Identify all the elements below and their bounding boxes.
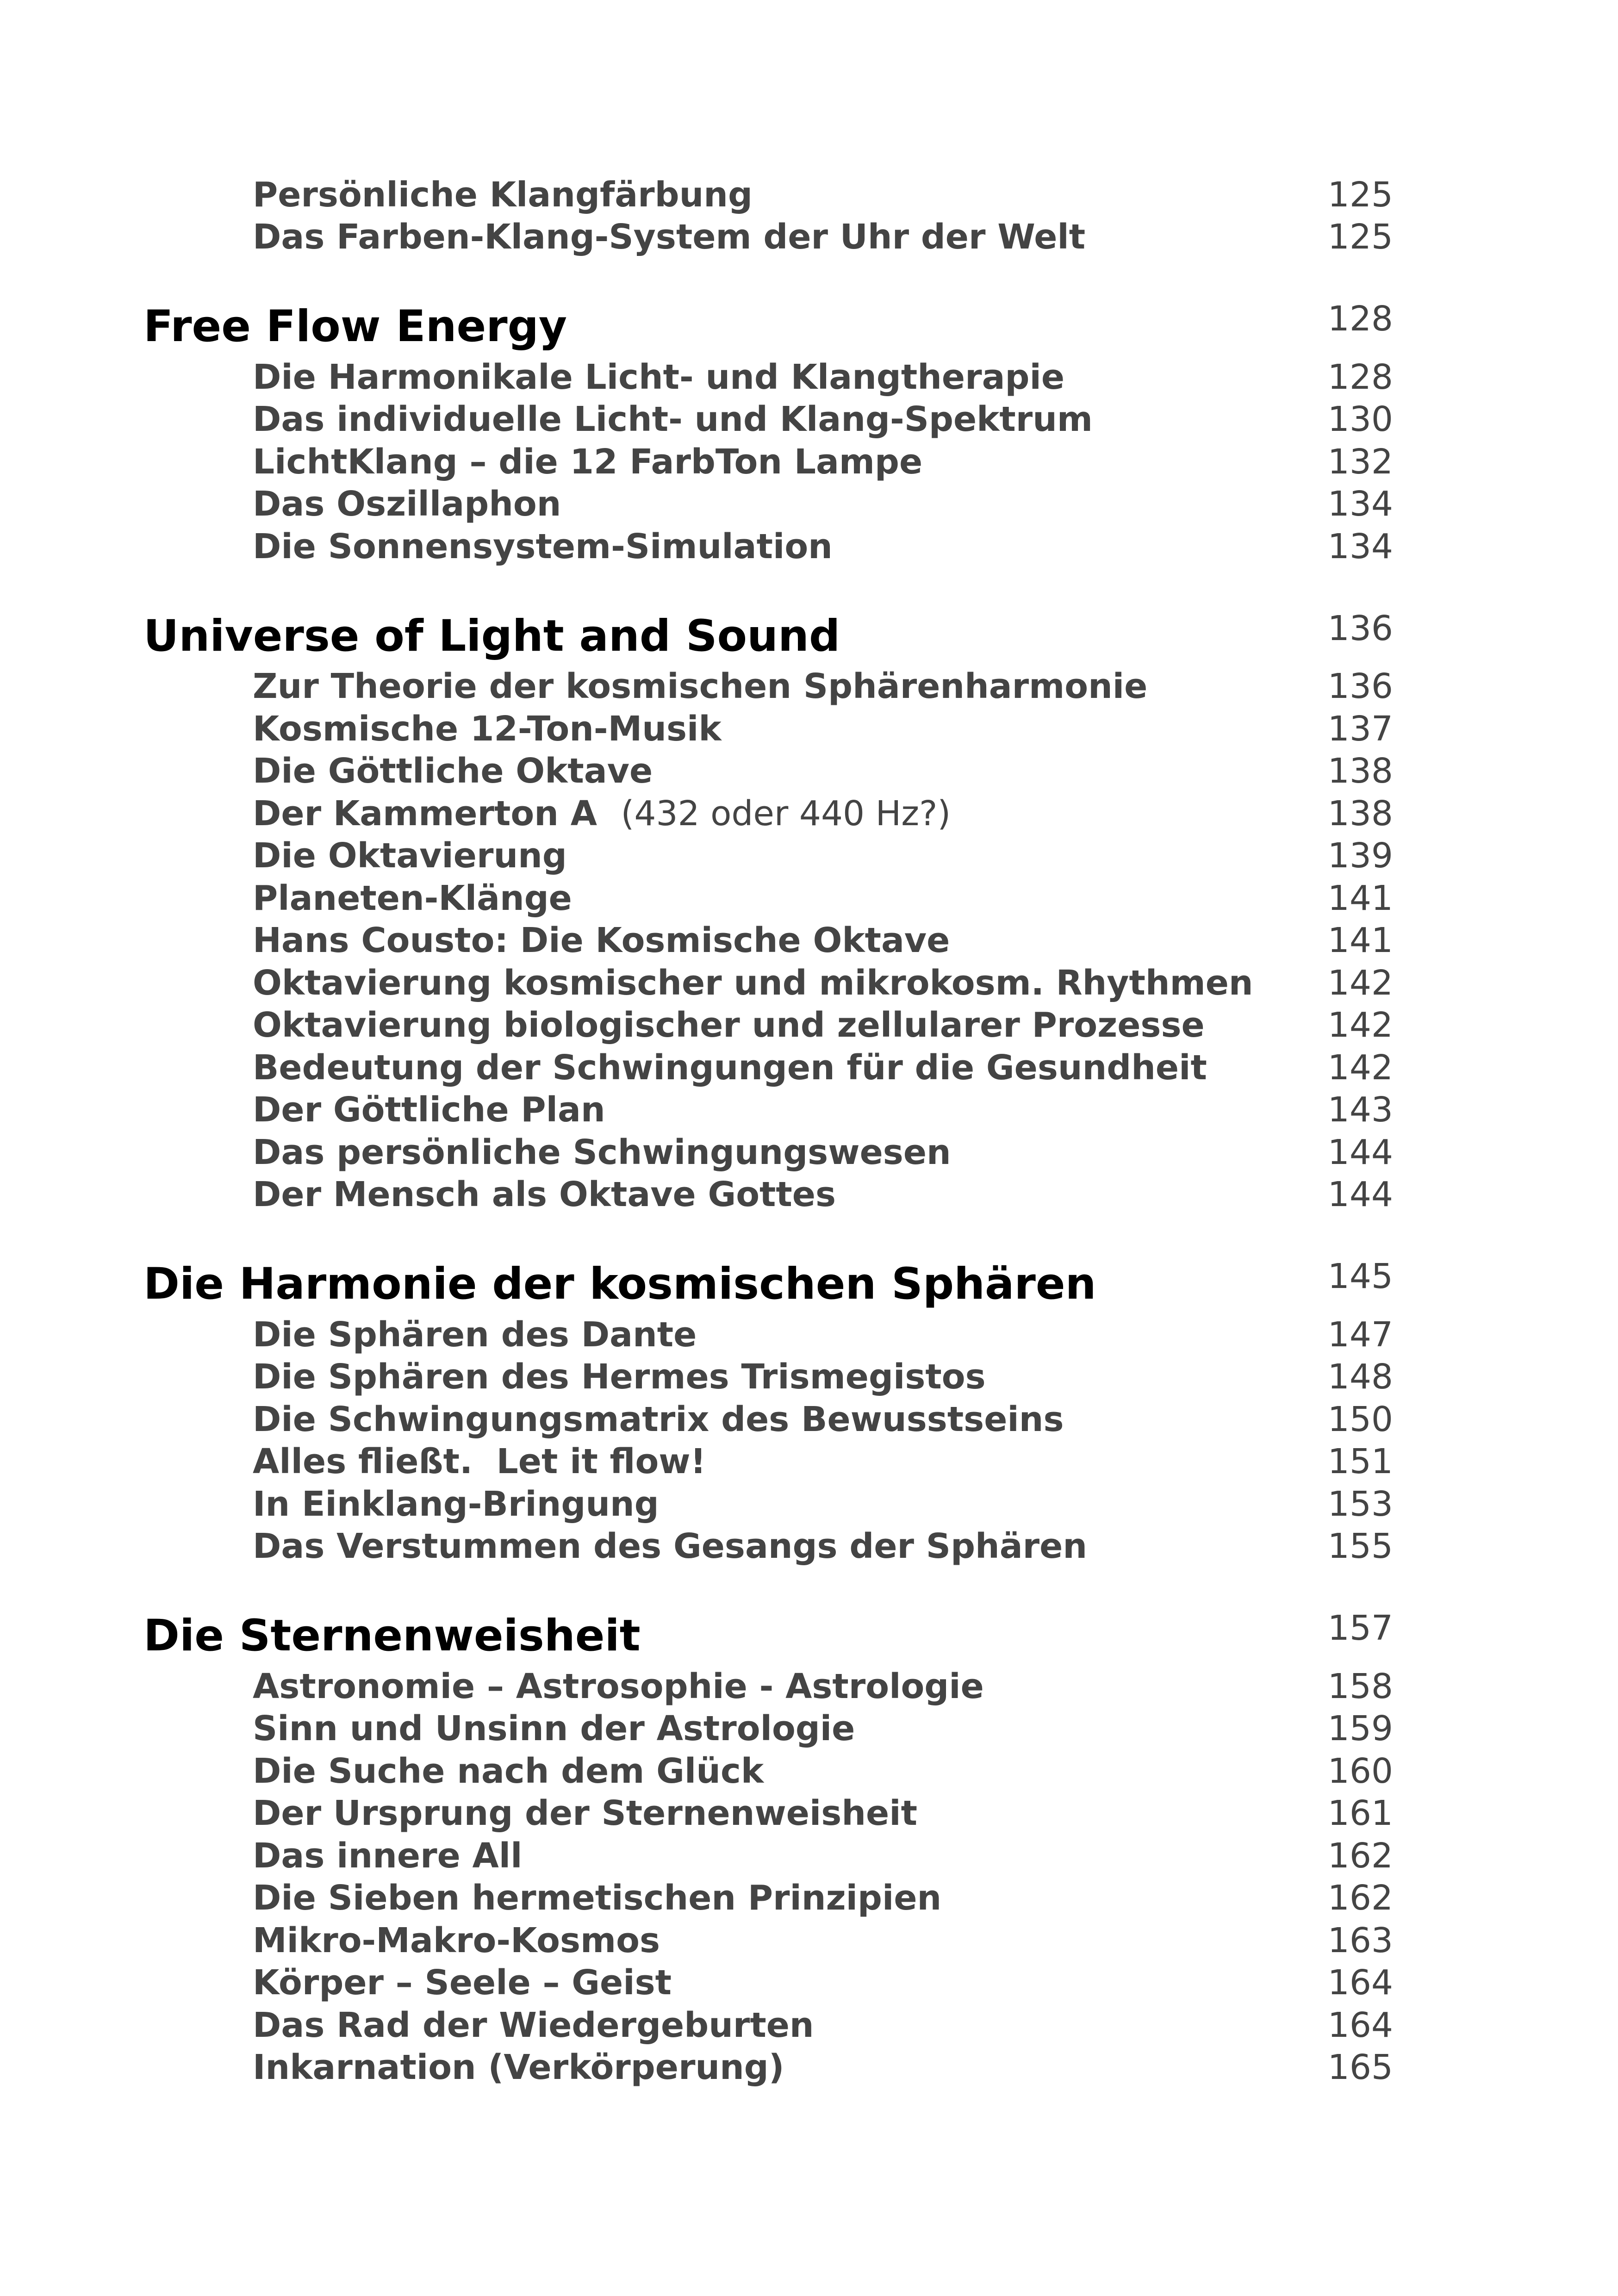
toc-entry-title: Der Mensch als Oktave Gottes: [253, 1175, 836, 1214]
toc-section-sternenweisheit: [143, 1608, 1393, 2087]
toc-heading-title: Die Sternenweisheit: [143, 1611, 641, 1661]
toc-entry-page: 142: [1327, 963, 1393, 1003]
toc-entry-title: Die Sieben hermetischen Prinzipien: [253, 1878, 942, 1918]
toc-intro-block: [143, 172, 1393, 257]
toc-entry-page: 139: [1327, 836, 1393, 876]
toc-entry-title: Körper – Seele – Geist: [253, 1963, 672, 2003]
toc-entry-title: Die Sonnensystem-Simulation: [253, 526, 833, 566]
toc-entry[interactable]: [143, 706, 1393, 749]
toc-entry-page: 141: [1327, 878, 1393, 918]
toc-heading-page: 157: [1327, 1608, 1393, 1648]
toc-entry[interactable]: [143, 664, 1393, 707]
toc-entry[interactable]: [143, 1397, 1393, 1439]
toc-entry-title: Das Farben-Klang-System der Uhr der Welt: [253, 217, 1086, 257]
toc-entry-page: 130: [1327, 399, 1393, 439]
toc-entry[interactable]: [143, 1088, 1393, 1130]
toc-entry-page: 125: [1327, 217, 1393, 257]
toc-section-heading[interactable]: [143, 1257, 1393, 1312]
toc-entry[interactable]: [143, 355, 1393, 397]
toc-entry[interactable]: [143, 1960, 1393, 2003]
toc-entry[interactable]: [143, 960, 1393, 1003]
toc-entry[interactable]: [143, 1664, 1393, 1706]
toc-entry-page: 161: [1327, 1793, 1393, 1833]
toc-entry[interactable]: [143, 1045, 1393, 1088]
toc-entry-title: Die Suche nach dem Glück: [253, 1751, 764, 1791]
toc-entry-page: 144: [1327, 1175, 1393, 1214]
toc-entry-page: 142: [1327, 1047, 1393, 1088]
toc-entry-page: 142: [1327, 1005, 1393, 1045]
toc-entry-page: 159: [1327, 1709, 1393, 1748]
toc-entry[interactable]: [143, 1130, 1393, 1172]
toc-entry[interactable]: [143, 1876, 1393, 1918]
toc-heading-page: 145: [1327, 1257, 1393, 1296]
toc-entry-page: 138: [1327, 751, 1393, 791]
toc-entry-title: Die Sphären des Dante: [253, 1314, 697, 1355]
toc-entry[interactable]: [143, 1748, 1393, 1791]
toc-entry-title: Oktavierung kosmischer und mikrokosm. Rhythmen: [253, 963, 1253, 1003]
toc-entry[interactable]: [143, 2045, 1393, 2088]
toc-entry-page: 136: [1327, 666, 1393, 706]
toc-entry-title: Inkarnation (Verkörperung): [253, 2047, 784, 2087]
toc-entry-page: 148: [1327, 1357, 1393, 1397]
toc-entry-page: 128: [1327, 357, 1393, 397]
toc-entry-note: (432 oder 440 Hz?): [621, 793, 951, 834]
toc-entry-title: Der Ursprung der Sternenweisheit: [253, 1793, 917, 1833]
toc-entry-page: 150: [1327, 1399, 1393, 1439]
toc-entry-page: 125: [1327, 174, 1393, 215]
toc-entry[interactable]: [143, 2003, 1393, 2045]
toc-entry-title: Die Schwingungsmatrix des Bewusstseins: [253, 1399, 1064, 1439]
toc-entry-page: 155: [1327, 1526, 1393, 1566]
toc-entry[interactable]: [143, 918, 1393, 961]
toc-entry-page: 163: [1327, 1920, 1393, 1960]
toc-section-harmonie-der-kosmischen-sphaeren: [143, 1257, 1393, 1566]
toc-entry-title: Alles fließt. Let it flow!: [253, 1442, 706, 1481]
toc-entry[interactable]: [143, 791, 1393, 834]
toc-entry[interactable]: [143, 1003, 1393, 1045]
toc-entry[interactable]: [143, 749, 1393, 791]
toc-entry-title: Der Göttliche Plan: [253, 1090, 605, 1130]
toc-section-heading[interactable]: [143, 299, 1393, 355]
toc-entry-title: Das individuelle Licht- und Klang-Spektrum: [253, 399, 1093, 439]
toc-entry[interactable]: [143, 1172, 1393, 1215]
toc-entry-title: Planeten-Klänge: [253, 878, 572, 918]
toc-entry[interactable]: [143, 1355, 1393, 1397]
toc-entry-page: 162: [1327, 1836, 1393, 1876]
toc-entry[interactable]: [143, 1524, 1393, 1567]
toc-entry-title: Bedeutung der Schwingungen für die Gesundheit: [253, 1047, 1207, 1088]
toc-entry[interactable]: [143, 1439, 1393, 1482]
toc-entry-title: Astronomie – Astrosophie - Astrologie: [253, 1666, 984, 1706]
toc-section-heading[interactable]: [143, 1608, 1393, 1664]
toc-entry[interactable]: [143, 482, 1393, 524]
toc-section-heading[interactable]: [143, 609, 1393, 664]
toc-heading-title: Free Flow Energy: [143, 301, 567, 352]
toc-heading-title: Die Harmonie der kosmischen Sphären: [143, 1259, 1096, 1309]
toc-entry[interactable]: [143, 1833, 1393, 1876]
toc-entry-page: 138: [1327, 793, 1393, 834]
toc-entry[interactable]: [143, 439, 1393, 482]
toc-entry-title: Mikro-Makro-Kosmos: [253, 1920, 660, 1960]
toc-heading-title: Universe of Light and Sound: [143, 610, 840, 661]
toc-entry[interactable]: [143, 397, 1393, 440]
toc-entry-page: 164: [1327, 2005, 1393, 2045]
toc-entry-title: Das Rad der Wiedergeburten: [253, 2005, 814, 2045]
toc-entry-page: 164: [1327, 1963, 1393, 2003]
toc-entry-title: Kosmische 12-Ton-Musik: [253, 709, 722, 749]
toc-entry-page: 144: [1327, 1132, 1393, 1172]
toc-section-free-flow-energy: [143, 299, 1393, 566]
toc-entry-title: Das persönliche Schwingungswesen: [253, 1132, 951, 1172]
toc-entry[interactable]: [143, 172, 1393, 215]
toc-entry-page: 151: [1327, 1442, 1393, 1481]
toc-entry-title: Die Göttliche Oktave: [253, 751, 653, 791]
toc-entry[interactable]: [143, 1918, 1393, 1960]
toc-entry-page: 153: [1327, 1484, 1393, 1524]
toc-entry-title-text: Der Kammerton A: [253, 793, 597, 834]
toc-entry[interactable]: [143, 1706, 1393, 1749]
toc-entry-page: 143: [1327, 1090, 1393, 1130]
toc-section-universe-of-light-and-sound: [143, 609, 1393, 1215]
toc-entry-page: 162: [1327, 1878, 1393, 1918]
toc-entry-page: 134: [1327, 484, 1393, 524]
toc-entry-title: Das innere All: [253, 1836, 523, 1876]
toc-entry-page: 137: [1327, 709, 1393, 749]
toc-entry-title: Oktavierung biologischer und zellularer Prozesse: [253, 1005, 1205, 1045]
toc-entry[interactable]: [143, 1312, 1393, 1355]
toc-entry-page: 158: [1327, 1666, 1393, 1706]
toc-entry-title: LichtKlang – die 12 FarbTon Lampe: [253, 442, 923, 482]
toc-entry-title: Hans Cousto: Die Kosmische Oktave: [253, 921, 950, 960]
toc-entry-page: 160: [1327, 1751, 1393, 1791]
toc-entry-title: Die Sphären des Hermes Trismegistos: [253, 1357, 986, 1397]
toc-heading-page: 136: [1327, 608, 1393, 648]
toc-entry-title: Zur Theorie der kosmischen Sphärenharmonie: [253, 666, 1148, 706]
toc-entry-title: Persönliche Klangfärbung: [253, 174, 753, 215]
toc-entry-page: 132: [1327, 442, 1393, 482]
toc-entry-title: Die Harmonikale Licht- und Klangtherapie: [253, 357, 1065, 397]
toc-entry[interactable]: [143, 834, 1393, 876]
toc-entry-title: Das Verstummen des Gesangs der Sphären: [253, 1526, 1088, 1566]
toc-entry[interactable]: [143, 215, 1393, 257]
toc-heading-page: 128: [1327, 299, 1393, 339]
toc-entry[interactable]: [143, 1481, 1393, 1524]
toc-entry-page: 141: [1327, 921, 1393, 960]
toc-entry-page: 165: [1327, 2047, 1393, 2087]
toc-entry[interactable]: [143, 876, 1393, 918]
toc-entry-page: 147: [1327, 1314, 1393, 1355]
toc-entry-title: Sinn und Unsinn der Astrologie: [253, 1709, 855, 1748]
toc-entry[interactable]: [143, 1791, 1393, 1834]
toc-entry-page: 134: [1327, 526, 1393, 566]
toc-entry-title: [253, 794, 951, 834]
toc-entry[interactable]: [143, 524, 1393, 566]
toc-entry-title: Das Oszillaphon: [253, 484, 561, 524]
toc-entry-title: Die Oktavierung: [253, 836, 567, 876]
toc-entry-title: In Einklang-Bringung: [253, 1484, 659, 1524]
table-of-contents: [143, 172, 1393, 2129]
